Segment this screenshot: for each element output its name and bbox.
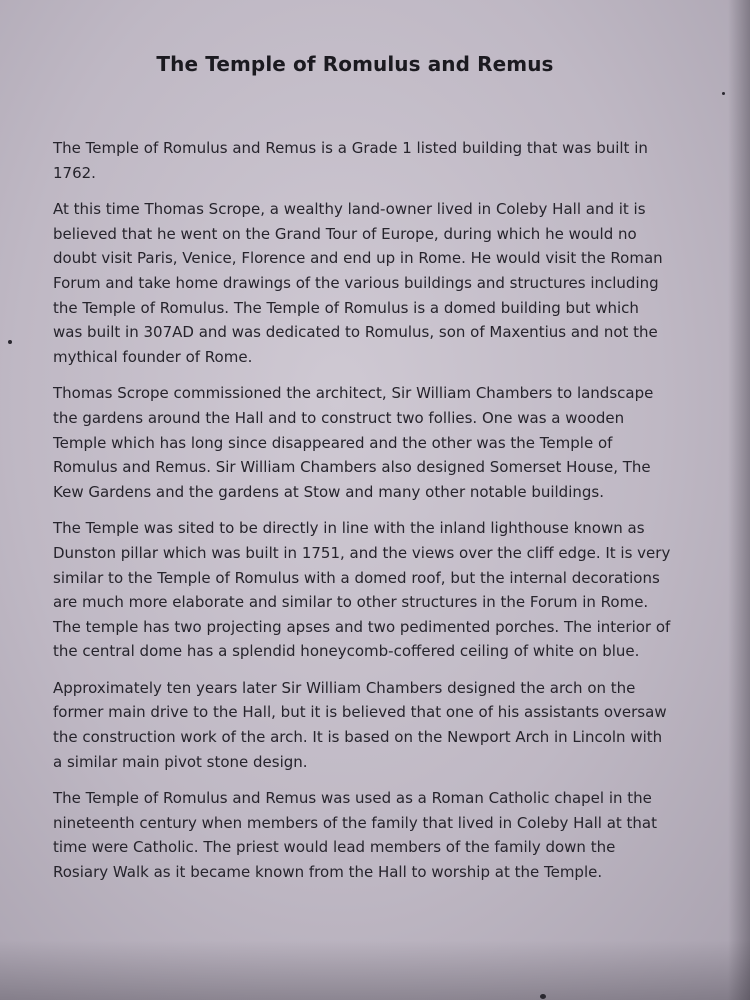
paragraph-arch: Approximately ten years later Sir William Chambers designed the arch on the former main drive to the Hall, but it is believed that one of his assistants oversaw the construction work of the arch. It is based on the Newport Arch in Lincoln with a similar main pivot stone design. (53, 678, 667, 771)
sign-body (53, 136, 671, 897)
sign-bottom-shadow (0, 940, 750, 1000)
paragraph-thomas-scrope: At this time Thomas Scrope, a wealthy land-owner lived in Coleby Hall and it is believed that he went on the Grand Tour of Europe, during which he would no doubt visit Paris, Venice, Florence and end up in Rome. He would visit the Roman Forum and take home drawings of the various buildings and structures including the Temple of Romulus. The Temple of Romulus is a domed building but which was built in 307AD and was dedicated to Romulus, son of Maxentius and not the mythical founder of Rome. (53, 200, 663, 366)
paragraph-william-chambers: Thomas Scrope commissioned the architect, Sir William Chambers to landscape the gardens around the Hall and to construct two follies. One was a wooden Temple which has long since disappeared and the other was the Temple of Romulus and Remus. Sir William Chambers also designed Somerset House, The Kew Gardens and the gardens at Stow and many other notable buildings. (53, 384, 654, 501)
sign-title: The Temple of Romulus and Remus (156, 52, 554, 76)
dirt-speck (722, 92, 725, 95)
paragraph-chapel: The Temple of Romulus and Remus was used as a Roman Catholic chapel in the nineteenth century when members of the family that lived in Coleby Hall at that time were Catholic. The priest would lead members of the family down the Rosiary Walk as it became known from the Hall to worship at the Temple. (53, 789, 657, 882)
paragraph-temple-siting: The Temple was sited to be directly in line with the inland lighthouse known as Dunston pillar which was built in 1751, and the views over the cliff edge. It is very similar to the Temple of Romulus with a domed roof, but the internal decorations are much more elaborate and similar to other structures in the Forum in Rome. The temple has two projecting apses and two pedimented porches. The interior of the central dome has a splendid honeycomb-coffered ceiling of white on blue. (53, 519, 671, 661)
dirt-speck (540, 994, 546, 999)
sign-edge-shadow (728, 0, 750, 1000)
dirt-speck (8, 340, 12, 344)
paragraph-intro: The Temple of Romulus and Remus is a Grade 1 listed building that was built in 1762. (53, 139, 648, 182)
